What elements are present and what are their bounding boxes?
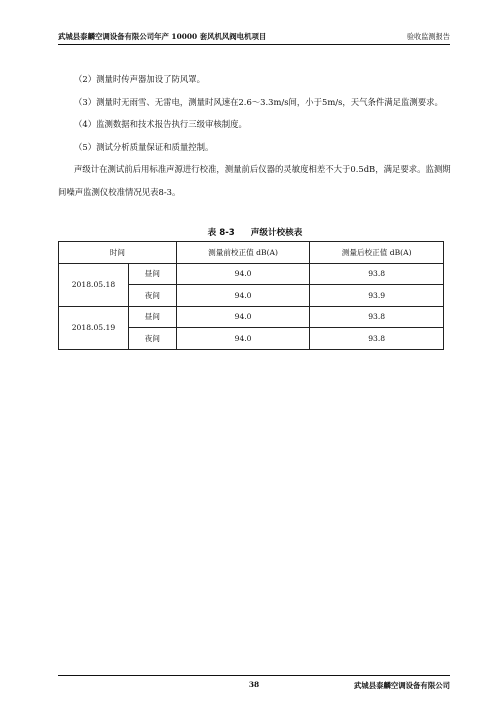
header-report-type: 验收监测报告 [406, 32, 450, 41]
table-row [59, 306, 444, 328]
header-time: 时间 [59, 242, 177, 264]
after-value-cell: 93.9 [310, 285, 444, 307]
period-cell: 夜间 [128, 285, 176, 307]
paragraph-review: （4）监测数据和技术报告执行三级审核制度。 [74, 119, 247, 129]
table-row [59, 263, 444, 285]
page-footer [58, 675, 450, 690]
calibration-table [58, 241, 444, 350]
date-cell: 2018.05.18 [59, 263, 129, 306]
paragraph-qa: （5）测试分析质量保证和质量控制。 [74, 141, 214, 152]
header-after: 测量后校正值 dB(A) [310, 242, 444, 264]
paragraph-weather: （3）测量时无雨雪、无雷电，测量时风速在2.6～3.3m/s间，小于5m/s，天气条件满足监测要求。 [74, 96, 443, 107]
page-number: 38 [248, 680, 260, 689]
period-cell: 夜间 [128, 328, 176, 350]
footer-organization: 武城县泰麟空调设备有限公司 [353, 681, 450, 690]
period-cell: 昼间 [128, 306, 176, 328]
header-before: 测量前校正值 dB(A) [176, 242, 310, 264]
paragraph-windscreen: （2）测量时传声器加设了防风罩。 [74, 74, 205, 84]
page-header [58, 28, 450, 45]
after-value-cell: 93.8 [310, 328, 444, 350]
before-value-cell: 94.0 [176, 285, 310, 307]
body-text [58, 68, 452, 203]
date-cell: 2018.05.19 [59, 306, 129, 349]
table-caption-title: 声级计校核表 [250, 228, 303, 238]
period-cell: 昼间 [128, 263, 176, 285]
table-caption-number: 表 8-3 [207, 228, 235, 238]
after-value-cell: 93.8 [310, 306, 444, 328]
paragraph-calibration: 声级计在测试前后用标准声源进行校准，测量前后仪器的灵敏度相差不大于0.5dB，满足要求。监测期间噪声监测仪校准情况见表8-3。 [58, 164, 451, 197]
table-caption [58, 226, 452, 238]
before-value-cell: 94.0 [176, 306, 310, 328]
header-project-title: 武城县泰麟空调设备有限公司年产 10000 套风机风阀电机项目 [58, 32, 267, 41]
before-value-cell: 94.0 [176, 263, 310, 285]
after-value-cell: 93.8 [310, 263, 444, 285]
table-header-row [59, 242, 444, 264]
before-value-cell: 94.0 [176, 328, 310, 350]
